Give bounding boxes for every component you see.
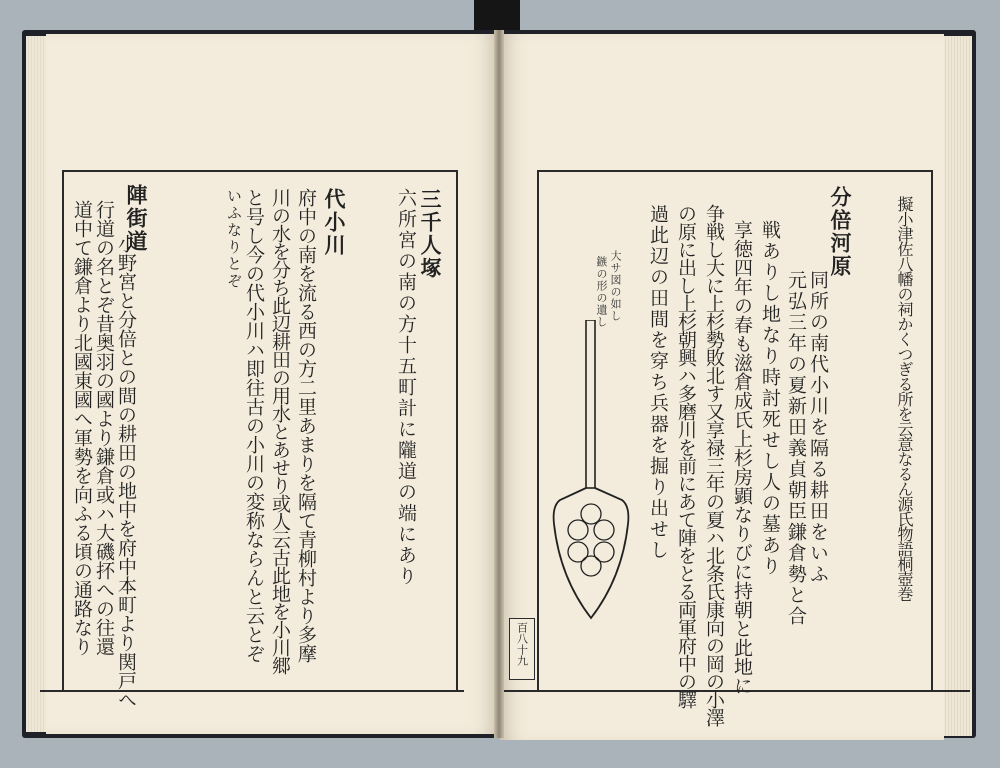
heading-sanzennin-zuka: 三千人塚 — [418, 188, 443, 280]
text-column: 小野宮と分倍との間の耕田の地中を府中本町より関戸へ — [115, 234, 137, 709]
left-bottom-rule — [40, 690, 464, 692]
heading-bubai-gawara: 分倍河原 — [828, 186, 853, 278]
figure-caption: 大サ図の如し — [609, 250, 622, 322]
text-column: 行道の名とぞ昔奥羽の國より鎌倉或ハ大磯抔への往還 — [93, 200, 115, 656]
text-column: 道中て鎌倉より北國東國へ軍勢を向ふる頃の通路なり — [71, 200, 93, 656]
text-column: と号し今の代小川ハ即往古の小川の変称ならんと云とぞ — [243, 188, 265, 663]
heading-daikogawa: 代小川 — [322, 188, 347, 257]
heading-jin-kaido: 陣街道 — [124, 184, 149, 253]
arrowhead-illustration — [548, 320, 634, 620]
text-column: 過此辺の田間を穿ち兵器を掘り出せし — [647, 204, 669, 561]
text-column: 元弘三年の夏新田義貞朝臣鎌倉勢と合 — [785, 270, 807, 627]
folio-page-number — [509, 618, 535, 680]
text-column: 争戦し大に上杉勢敗北す又享禄三年の夏ハ北条氏康向の岡の小澤 — [703, 204, 725, 726]
right-page-edges — [940, 36, 972, 736]
text-column: 川の水を分ち此辺耕田の用水とあせり或人云古此地を小川郷 — [269, 188, 291, 674]
text-column: 戦ありし地なり時討死せし人の墓あり — [759, 220, 781, 577]
text-column: 府中の南を流る西の方二里あまりを隔て青柳村より多摩 — [295, 188, 317, 663]
figure-caption: 鏃の形の遺し — [595, 256, 608, 328]
text-column: 六所宮の南の方十五町計に隴道の端にあり — [395, 188, 417, 587]
book-gutter — [494, 30, 504, 738]
text-column: いふなりとぞ — [225, 188, 243, 290]
text-column: 擬小津佐八幡の祠かくつぎる所を云意なるん源氏物語桐壺巻 — [895, 196, 914, 601]
text-column: 同所の南代小川を隔る耕田をいふ — [807, 270, 829, 585]
text-column: の原に出し上杉朝興ハ多磨川を前にあて陣をとる両軍府中の驛 — [675, 204, 697, 708]
text-column: 享徳四年の春も滋倉成氏上杉房顕なりびに持朝と此地に — [731, 220, 753, 695]
folio-label: 百八十九 — [515, 622, 529, 666]
